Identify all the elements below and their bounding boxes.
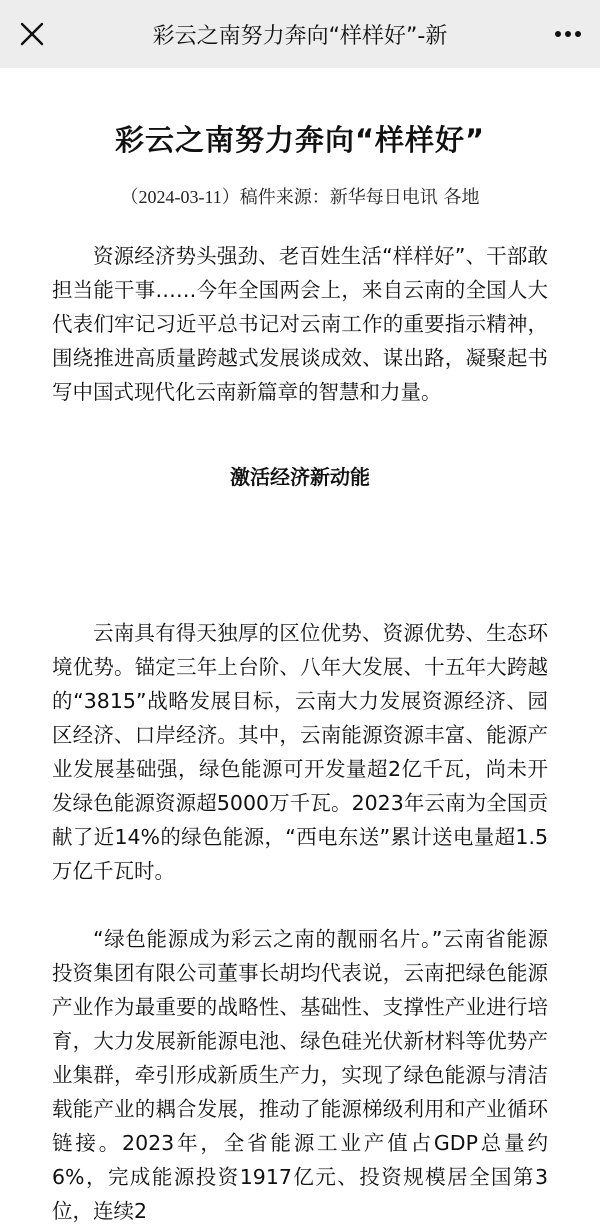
close-icon	[19, 21, 45, 47]
nav-page-title: 彩云之南努力奔向“样样好”-新	[152, 23, 448, 49]
article-paragraph-2: 云南具有得天独厚的区位优势、资源优势、生态环境优势。锚定三年上台阶、八年大发展、十五年大跨越的“3815”战略发展目标，云南大力发展资源经济、园区经济、口岸经济。其中，云南能源资源丰富、能源产业发展基础强，绿色能源可开发量超2亿千瓦，尚未开发绿色能源资源超5000万千瓦。2023年云南为全国贡献了近14%的绿色能源，“西电东送”累计送电量超1.5万亿千瓦时。	[52, 621, 548, 883]
article-date: （2024-03-11）	[120, 187, 240, 207]
article-paragraph-3: “绿色能源成为彩云之南的靓丽名片。”云南省能源投资集团有限公司董事长胡均代表说，云南把绿色能源产业作为最重要的战略性、基础性、支撑性产业进行培育，大力发展新能源电池、绿色硅光伏新材料等优势产业集群，牵引形成新质生产力，实现了绿色能源与清洁载能产业的耦合发展，推动了能源梯级利用和产业循环链接。2023年，全省能源工业产值占GDP总量约6%，完成能源投资1917亿元、投资规模居全国第3位，连续2	[52, 927, 548, 1223]
article-source: 稿件来源：新华每日电讯 各地	[239, 187, 480, 208]
article-paragraph-1: 资源经济势头强劲、老百姓生活“样样好”、干部敢担当能干事……今年全国两会上，来自云南的全国人大代表们牢记习近平总书记对云南工作的重要指示精神，围绕推进高质量跨越式发展谈成效、谋出路，凝聚起书写中国式现代化云南新篇章的智慧和力量。	[52, 244, 548, 404]
article-meta	[0, 183, 600, 209]
top-nav-bar	[0, 0, 600, 68]
more-options-button[interactable]	[536, 0, 600, 68]
more-dots-icon	[553, 29, 583, 39]
article-headline: 彩云之南努力奔向“样样好”	[114, 123, 486, 157]
article-body[interactable]	[0, 68, 600, 1223]
section-subheading: 激活经济新动能	[230, 465, 370, 489]
close-button[interactable]	[0, 0, 64, 68]
